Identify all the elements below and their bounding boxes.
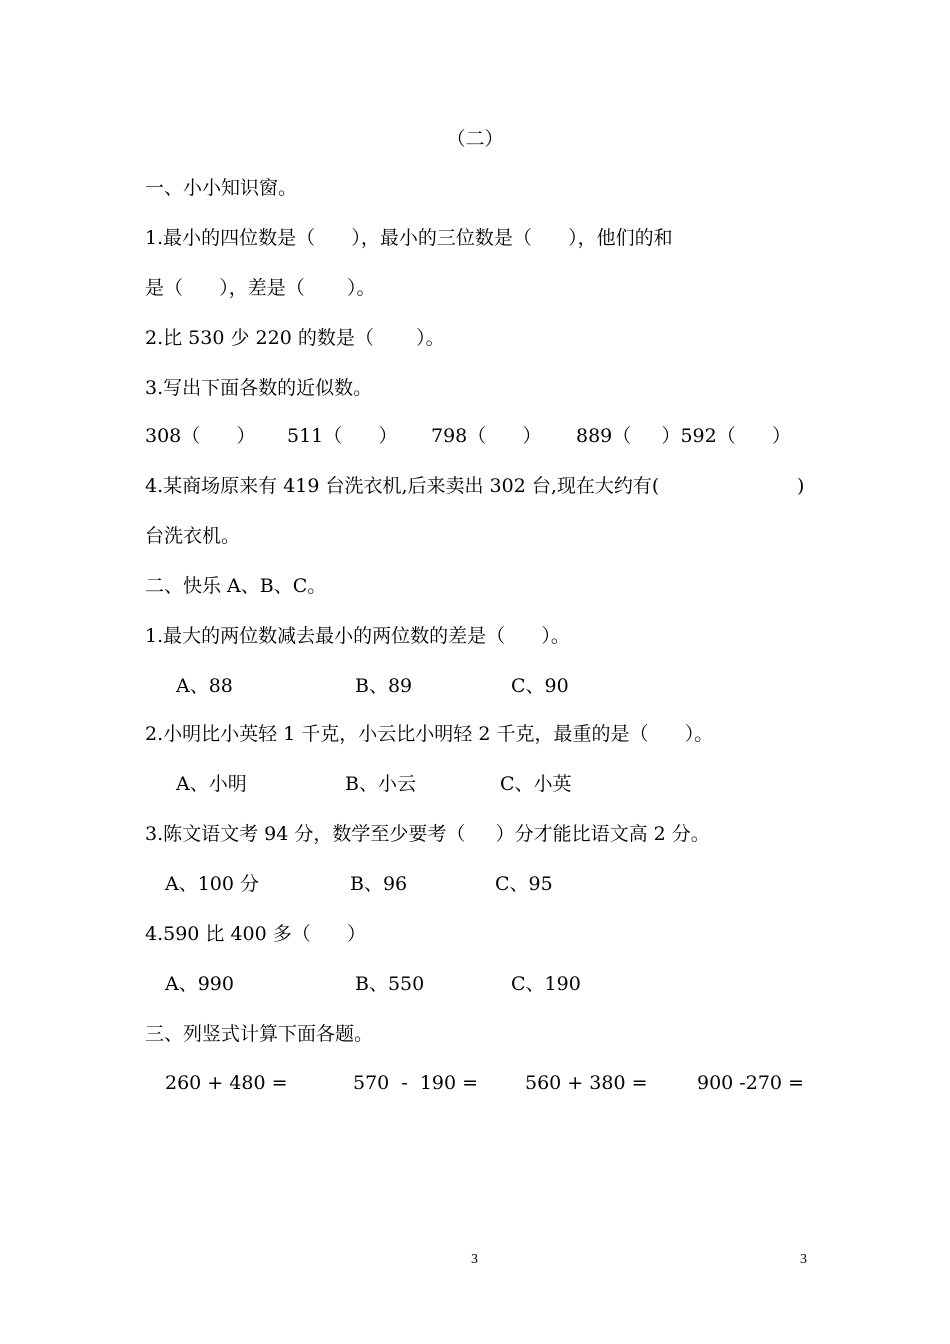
- calc-expr-4: 900 -270 =: [697, 1072, 804, 1094]
- option-2-2-a: A、小明: [176, 773, 247, 795]
- calc-expr-1: 260 + 480 =: [165, 1072, 288, 1094]
- option-2-1-b: B、89: [355, 675, 413, 697]
- option-2-3-c: C、95: [495, 873, 553, 895]
- calc-expr-3: 560 + 380 =: [525, 1072, 648, 1094]
- section-1-heading: 一、小小知识窗。: [145, 177, 298, 199]
- question-2-2: 2.小明比小英轻 1 千克，小云比小明轻 2 千克，最重的是（ ）。: [145, 723, 714, 745]
- option-2-4-b: B、550: [355, 973, 425, 995]
- question-1-3: 3.写出下面各数的近似数。: [145, 377, 373, 399]
- option-2-4-a: A、990: [165, 973, 234, 995]
- approx-item-798: 798（ ）: [431, 425, 542, 447]
- option-2-3-b: B、96: [350, 873, 408, 895]
- page-number-center: 3: [471, 1252, 478, 1267]
- question-2-3: 3.陈文语文考 94 分，数学至少要考（ ）分才能比语文高 2 分。: [145, 823, 710, 845]
- page-title: （二）: [446, 128, 504, 150]
- option-2-4-c: C、190: [511, 973, 581, 995]
- section-3-heading: 三、列竖式计算下面各题。: [145, 1023, 374, 1045]
- question-1-4-close-paren: ): [797, 475, 805, 497]
- option-2-1-c: C、90: [511, 675, 569, 697]
- question-1-4-line-2: 台洗衣机。: [145, 525, 241, 547]
- approx-item-308: 308（ ）: [145, 425, 256, 447]
- option-2-2-c: C、小英: [500, 773, 572, 795]
- question-2-4: 4.590 比 400 多（ ）: [145, 923, 367, 945]
- option-2-1-a: A、88: [176, 675, 233, 697]
- section-2-heading: 二、快乐 A、B、C。: [145, 575, 327, 597]
- question-1-2: 2.比 530 少 220 的数是（ ）。: [145, 327, 445, 349]
- question-1-1-line-2: 是（ ），差是（ ）。: [145, 277, 376, 299]
- page-number-right: 3: [800, 1252, 807, 1267]
- option-2-3-a: A、100 分: [165, 873, 260, 895]
- approx-item-511: 511（ ）: [287, 425, 398, 447]
- question-2-1: 1.最大的两位数减去最小的两位数的差是（ ）。: [145, 625, 570, 647]
- question-1-1-line-1: 1.最小的四位数是（ ），最小的三位数是（ ），他们的和: [145, 227, 673, 249]
- option-2-2-b: B、小云: [345, 773, 416, 795]
- approx-item-889-592: 889（ ）592（ ）: [576, 425, 791, 447]
- question-1-4-line-1: 4.某商场原来有 419 台洗衣机,后来卖出 302 台,现在大约有(: [145, 475, 660, 497]
- calc-expr-2: 570 - 190 =: [353, 1072, 479, 1094]
